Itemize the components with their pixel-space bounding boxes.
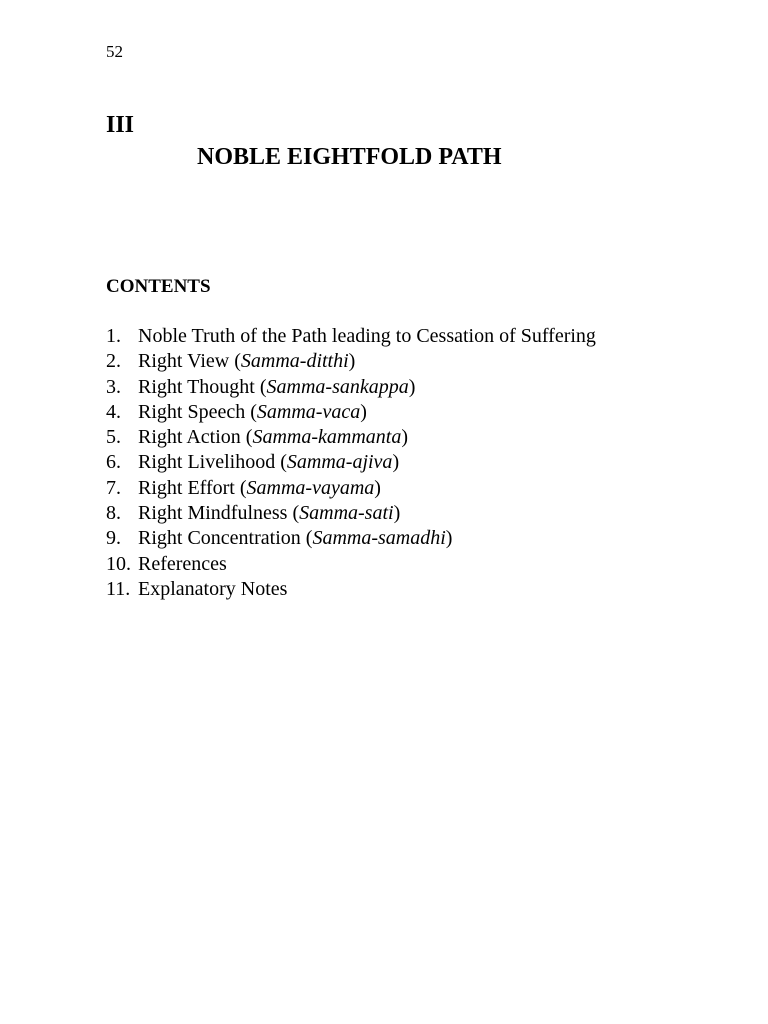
toc-item-title: Right Thought xyxy=(138,375,255,398)
toc-item-text xyxy=(138,577,287,602)
page-number: 52 xyxy=(106,42,123,61)
toc-item-text: Right Thought (Samma-sankappa) xyxy=(138,375,416,398)
toc-item-title: Right Speech xyxy=(138,400,246,423)
toc-item-pali-term: Samma-vaca xyxy=(256,400,361,423)
toc-item xyxy=(106,324,596,349)
toc-item-number: 6. xyxy=(106,451,121,474)
toc-item xyxy=(106,577,596,602)
toc-item-pali-term: Samma-vayama xyxy=(246,476,375,499)
toc-item-title: Explanatory Notes xyxy=(138,577,288,600)
toc-item-text: Right View (Samma-ditthi) xyxy=(138,350,356,373)
toc-item-pali-term: Samma-kammanta xyxy=(252,426,402,449)
toc-item-number: 9. xyxy=(106,527,121,550)
toc-item-pali-term: Samma-samadhi xyxy=(312,527,446,550)
toc-item-title: Right Mindfulness xyxy=(138,502,288,525)
toc-item xyxy=(106,400,596,425)
toc-item-pali-term: Samma-ditthi xyxy=(240,350,349,373)
toc-item-title: Right Action xyxy=(138,426,241,449)
toc-item-text: Right Speech (Samma-vaca) xyxy=(138,400,367,423)
toc-item-title: Noble Truth of the Path leading to Cessation of Suffering xyxy=(138,325,596,347)
toc-item xyxy=(106,552,596,577)
toc-item-text: Right Livelihood (Samma-ajiva) xyxy=(138,451,400,474)
chapter-number: III xyxy=(106,112,135,138)
toc-item xyxy=(106,349,596,374)
toc-item-number: 10. xyxy=(106,552,131,575)
toc-item-text: Right Mindfulness (Samma-sati) xyxy=(138,502,401,525)
toc-item-pali-term: Samma-sankappa xyxy=(266,375,409,398)
toc-item-text: Right Concentration (Samma-samadhi) xyxy=(138,527,453,550)
toc-item-title: Right Effort xyxy=(138,476,235,499)
contents-heading: CONTENTS xyxy=(106,276,211,297)
toc-item xyxy=(106,526,596,551)
toc-item-number: 1. xyxy=(106,325,121,347)
toc-item xyxy=(106,501,596,526)
toc-item xyxy=(106,425,596,450)
toc-item-text xyxy=(138,324,596,349)
toc-item-title: References xyxy=(138,552,227,575)
toc-item-title: Right View xyxy=(138,350,230,373)
toc-item-number: 11. xyxy=(106,577,131,600)
toc-item-number: 3. xyxy=(106,375,121,398)
toc-item-text: Right Effort (Samma-vayama) xyxy=(138,476,381,499)
toc-item-pali-term: Samma-ajiva xyxy=(286,451,393,474)
toc-item-number: 4. xyxy=(106,400,121,423)
toc-item xyxy=(106,476,596,501)
toc-item-number: 5. xyxy=(106,426,121,449)
toc-item-number: 2. xyxy=(106,350,121,373)
toc-item xyxy=(106,450,596,475)
table-of-contents xyxy=(106,324,596,602)
toc-item-text: Right Action (Samma-kammanta) xyxy=(138,426,409,449)
toc-item-number: 7. xyxy=(106,476,121,499)
toc-item-title: Right Concentration xyxy=(138,527,301,550)
toc-item-text xyxy=(138,552,227,577)
toc-item xyxy=(106,375,596,400)
toc-item-title: Right Livelihood xyxy=(138,451,276,474)
chapter-title: NOBLE EIGHTFOLD PATH xyxy=(197,144,502,170)
toc-item-pali-term: Samma-sati xyxy=(299,502,394,525)
toc-item-number: 8. xyxy=(106,502,121,525)
